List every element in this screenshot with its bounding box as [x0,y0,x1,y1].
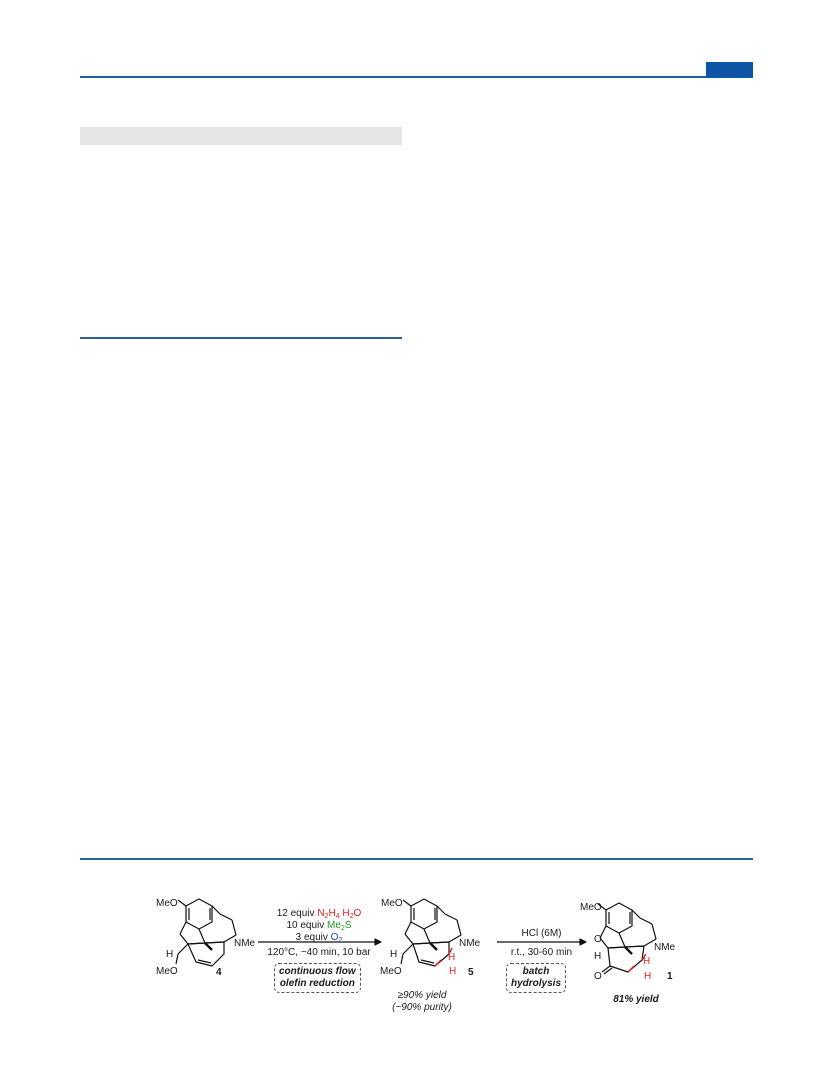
structure-4 [176,899,236,966]
step1-reagent-line2: 10 equiv $Me_2S$ [286,920,352,932]
step2-box-line1: batch [522,966,550,977]
scheme-top-rule [80,858,753,860]
step1-conditions: 120°C, ~40 min, 10 bar [267,947,371,958]
compound1-h-red-2: H [644,971,652,982]
step2-reagent: HCl (6M) [521,928,562,939]
step2-box [506,963,566,993]
compound1-h: H [594,951,602,962]
step1-reagents [258,908,380,944]
compound4-nme: NMe [234,938,256,949]
compound1-o-ketone: O [594,971,602,982]
compound5-h-red-1: H [448,952,456,963]
header-page-tab [706,62,753,78]
compound5-meo-bottom: MeO [380,966,402,977]
step1-box-line1: continuous flow [279,966,356,977]
compound1-yield: 81% yield [613,994,659,1005]
step1-reagent-line3: 3 equiv $O_2$ [295,932,343,944]
step1-box-line2: olefin reduction [279,978,355,989]
step2-box-line2: hydrolysis [511,978,562,989]
compound1-o-ring: O [594,934,602,945]
compound5-meo-top: MeO [381,898,403,909]
reaction-scheme [0,880,833,1030]
step1-reagent-line1: 12 equiv $N_2H_4$ $H_2O$ [276,908,362,920]
header-rule [80,76,753,78]
compound1-meo-top: MeO [580,902,602,913]
compound5-h-red-2: H [449,966,457,977]
compound5-yield-line2: (~90% purity) [392,1002,452,1013]
compound1-nme: NMe [654,942,676,953]
compound4-meo-bottom: MeO [156,966,178,977]
section-heading-bar [80,127,402,145]
compound4-h: H [166,949,174,960]
step2-conditions: r.t., 30-60 min [510,947,573,958]
step1-box [274,963,361,993]
compound5-nme: NMe [459,938,481,949]
column-rule [80,337,402,339]
compound5-yield [380,990,464,1014]
compound5-h: H [390,949,398,960]
compound5-yield-line1: ≥90% yield [397,990,447,1001]
compound4-number: 4 [216,967,222,978]
compound1-h-red-1: H [643,956,651,967]
compound4-meo-top: MeO [156,898,178,909]
compound5-number: 5 [468,967,474,978]
compound1-number: 1 [667,971,673,982]
